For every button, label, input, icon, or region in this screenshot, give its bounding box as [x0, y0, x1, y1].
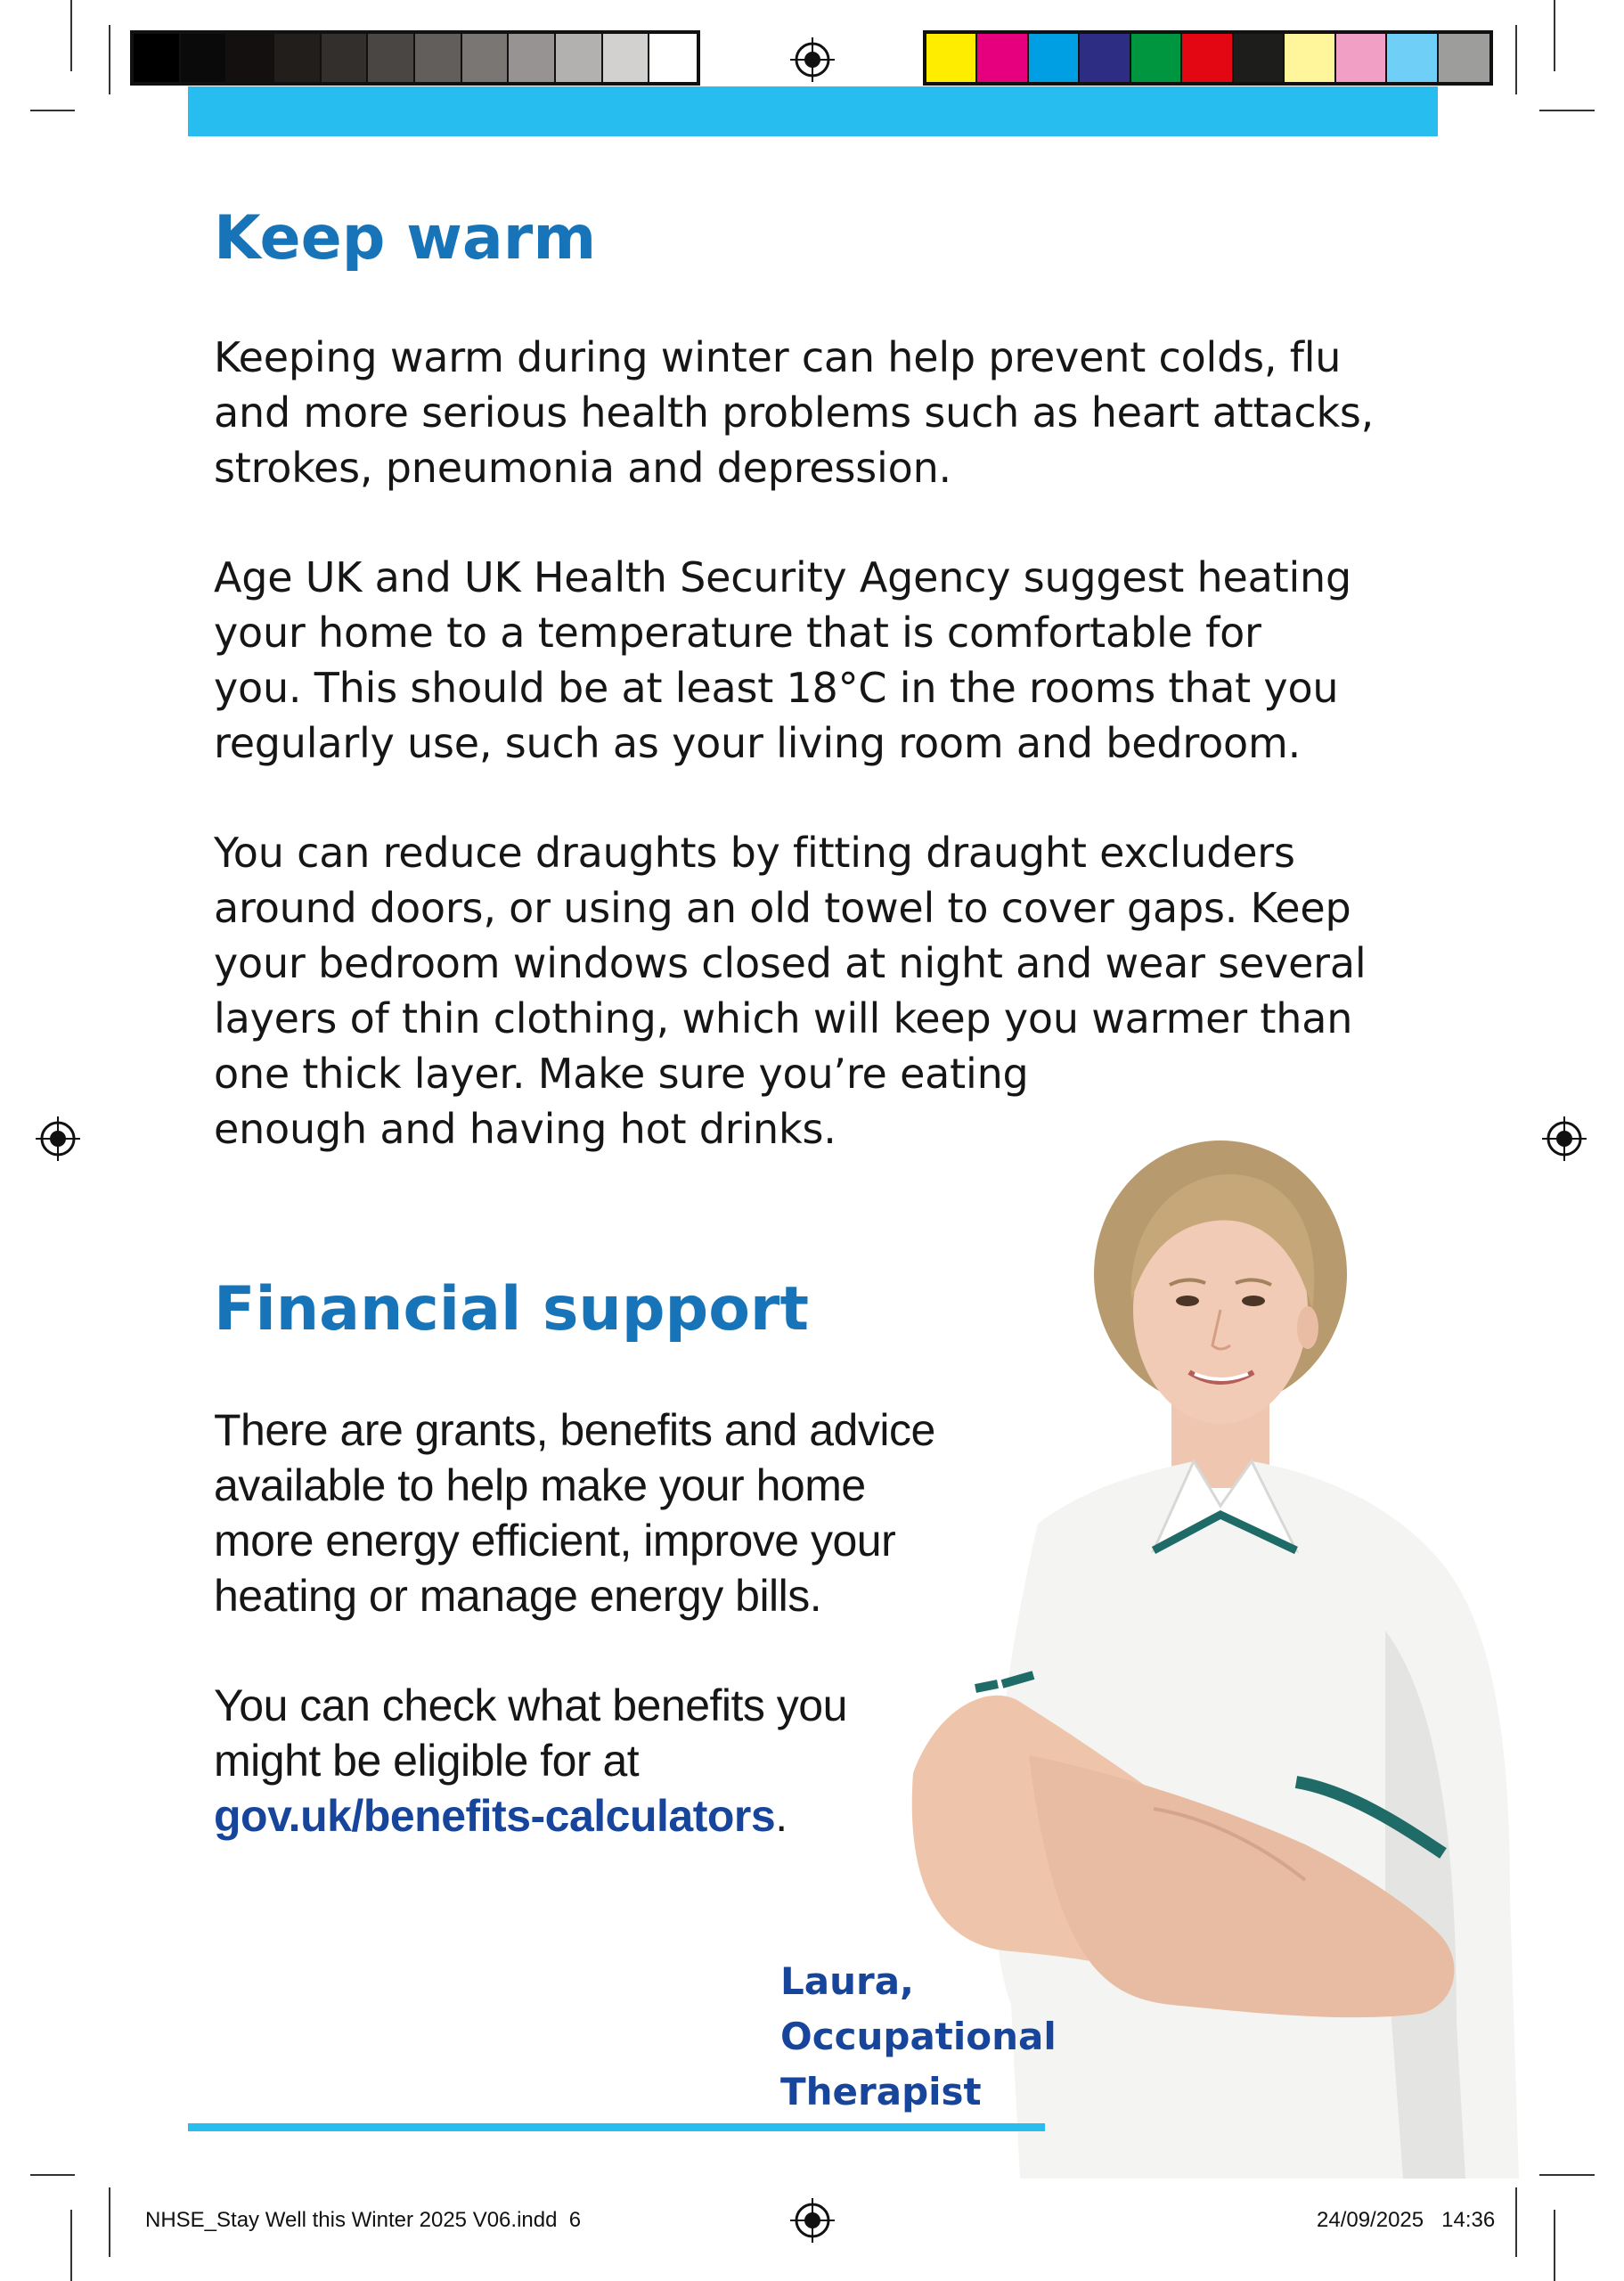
- crop-mark: [1515, 25, 1517, 94]
- slug-filename: NHSE_Stay Well this Winter 2025 V06.indd: [145, 2208, 558, 2232]
- registration-mark-icon: [1542, 1116, 1587, 1161]
- crop-mark: [1539, 110, 1595, 111]
- colour-swatch: [1131, 34, 1182, 82]
- registration-mark-icon: [790, 37, 835, 82]
- crop-mark: [109, 25, 110, 94]
- link-suffix: .: [775, 1791, 788, 1841]
- colour-swatch: [1336, 34, 1387, 82]
- text-line: one thick layer. Make sure you’re eating: [214, 1050, 1029, 1098]
- text-line: You can check what benefits you: [214, 1680, 847, 1730]
- colour-swatch: [649, 34, 697, 82]
- colour-swatch: [462, 34, 510, 82]
- colour-swatch: [1234, 34, 1285, 82]
- crop-mark: [1539, 2174, 1595, 2176]
- colour-swatch: [1439, 34, 1489, 82]
- colour-swatch: [322, 34, 369, 82]
- process-colour-bar: [923, 30, 1493, 86]
- caption-line: Therapist: [780, 2070, 982, 2113]
- text-line: Age UK and UK Health Security Agency suggest heating: [214, 553, 1351, 601]
- colour-swatch: [509, 34, 556, 82]
- crop-mark: [109, 2187, 110, 2257]
- keep-warm-heading: Keep warm: [214, 203, 597, 274]
- text-line: available to help make your home: [214, 1460, 866, 1510]
- registration-mark-icon: [790, 2198, 835, 2243]
- colour-swatch: [368, 34, 415, 82]
- keep-warm-paragraph-2: [214, 550, 1351, 771]
- text-line: around doors, or using an old towel to cover gaps. Keep: [214, 884, 1351, 932]
- crop-mark: [30, 2174, 75, 2176]
- financial-support-heading: Financial support: [214, 1274, 809, 1345]
- grey-colour-bar: [130, 30, 700, 86]
- colour-swatch: [977, 34, 1028, 82]
- colour-swatch: [1387, 34, 1438, 82]
- caption-line: Laura,: [780, 1959, 915, 2003]
- text-line: There are grants, benefits and advice: [214, 1405, 935, 1455]
- top-band: [188, 86, 1438, 136]
- text-line: your bedroom windows closed at night and wear several: [214, 939, 1367, 987]
- text-line: layers of thin clothing, which will keep you warmer than: [214, 994, 1353, 1042]
- colour-swatch: [415, 34, 462, 82]
- financial-support-paragraph-1: [214, 1402, 935, 1623]
- slug-time: 14:36: [1441, 2208, 1496, 2232]
- text-line: more energy efficient, improve your: [214, 1516, 896, 1566]
- bottom-rule: [188, 2123, 1045, 2131]
- colour-swatch: [1182, 34, 1233, 82]
- financial-support-paragraph-2: [214, 1678, 847, 1844]
- caption-line: Occupational: [780, 2015, 1057, 2058]
- crop-mark: [70, 0, 72, 71]
- slug-file: [145, 2208, 581, 2233]
- keep-warm-paragraph-3: [214, 825, 1366, 1157]
- text-line: enough and having hot drinks.: [214, 1105, 836, 1153]
- crop-mark: [1554, 0, 1555, 71]
- text-line: heating or manage energy bills.: [214, 1571, 822, 1621]
- crop-mark: [70, 2210, 72, 2281]
- colour-swatch: [603, 34, 650, 82]
- slug-date: 24/09/2025: [1317, 2208, 1424, 2232]
- text-line: your home to a temperature that is comfortable for: [214, 609, 1261, 657]
- crop-mark: [1554, 2210, 1555, 2281]
- colour-swatch: [227, 34, 274, 82]
- text-line: Keeping warm during winter can help prevent colds, flu: [214, 333, 1342, 381]
- colour-swatch: [926, 34, 977, 82]
- crop-mark: [1515, 2187, 1517, 2257]
- colour-swatch: [556, 34, 603, 82]
- benefits-calculator-link[interactable]: gov.uk/benefits-calculators: [214, 1791, 776, 1841]
- text-line: regularly use, such as your living room and bedroom.: [214, 719, 1301, 767]
- slug-timestamp: [1317, 2208, 1495, 2233]
- colour-swatch: [274, 34, 322, 82]
- crop-mark: [30, 110, 75, 111]
- colour-swatch: [134, 34, 181, 82]
- colour-swatch: [1080, 34, 1130, 82]
- keep-warm-paragraph-1: [214, 330, 1374, 495]
- text-line: might be eligible for at: [214, 1736, 640, 1786]
- text-line: you. This should be at least 18°C in the rooms that you: [214, 664, 1339, 712]
- photo-caption: [780, 1954, 1057, 2120]
- colour-swatch: [181, 34, 228, 82]
- slug-page-number: 6: [568, 2208, 582, 2232]
- colour-swatch: [1285, 34, 1335, 82]
- text-line: and more serious health problems such as heart attacks,: [214, 388, 1375, 437]
- colour-swatch: [1029, 34, 1080, 82]
- registration-mark-icon: [36, 1116, 80, 1161]
- text-line: strokes, pneumonia and depression.: [214, 444, 951, 492]
- text-line: You can reduce draughts by fitting draught excluders: [214, 829, 1295, 877]
